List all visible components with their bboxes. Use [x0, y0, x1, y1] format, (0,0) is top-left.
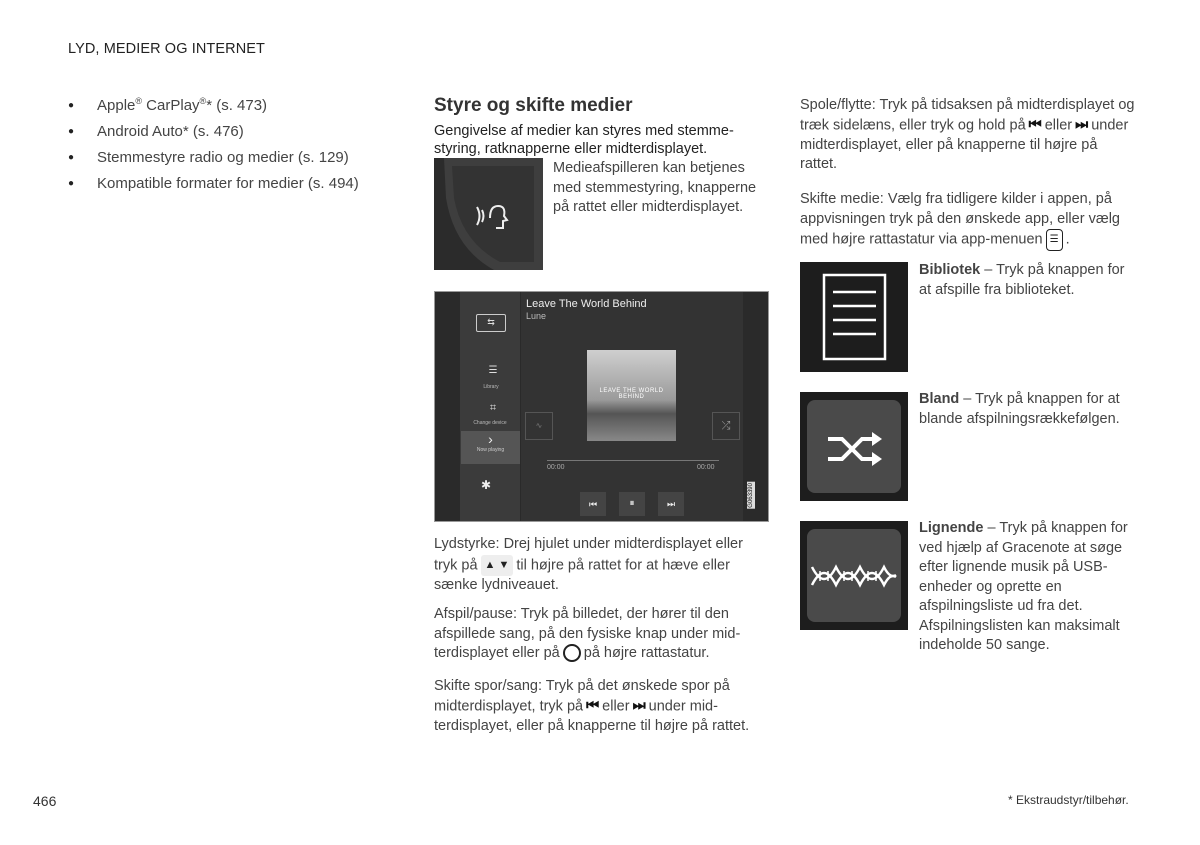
time-elapsed: 00:00	[547, 464, 565, 471]
volume-up-down-icon: ▲ ▼	[481, 555, 514, 577]
intro-text: Gengivelse af medier kan styres med stemme-styring, ratknapperne eller midterdisplayet.	[434, 123, 734, 157]
bluetooth-icon[interactable]: ✱	[481, 478, 492, 492]
library-icon[interactable]: ☰	[488, 365, 498, 376]
shuffle-description: Bland – Tryk på knappen for at blande afspilningsrækkefølgen.	[919, 391, 1120, 427]
library-button-image	[800, 262, 908, 372]
library-icon	[800, 262, 908, 372]
media-player-screenshot	[434, 291, 769, 522]
album-art[interactable]: LEAVE THE WORLD BEHIND	[587, 350, 676, 441]
volume-paragraph: Lydstyrke: Drej hjulet under midterdisplayet eller tryk på ▲ ▼ til højre på rattet for at hæve eller sænke lydniveauet.	[434, 536, 743, 593]
track-title: Leave The World Behind	[526, 298, 647, 310]
list-item[interactable]: ● Stemmestyre radio og medier (s. 129)	[68, 148, 359, 174]
now-playing-tab[interactable]: › Now playing	[461, 431, 520, 464]
voice-description: Medieafspilleren kan betjenes med stemmestyring, knapperne på rattet eller midterdisplayet.	[553, 160, 757, 215]
page-number: 466	[33, 793, 57, 809]
dna-icon	[800, 521, 908, 630]
figure-code: G063390	[748, 483, 754, 508]
app-menu-icon: ☰	[1046, 229, 1063, 251]
next-button[interactable]: ⏭	[658, 492, 684, 516]
circle-button-icon	[563, 644, 581, 662]
section-header: LYD, MEDIER OG INTERNET	[68, 41, 265, 57]
shuffle-icon	[800, 392, 908, 501]
change-media-paragraph: Skifte medie: Vælg fra tidligere kilder i appen, på appvisningen tryk på den ønskede app, eller vælg med højre rattastatur via app-menuen ☰ .	[800, 190, 1135, 251]
spool-paragraph: Spole/flytte: Tryk på tidsaksen på midterdisplayet og træk sidelæns, eller tryk og hold på ⏮ eller ⏭ under midterdisplayet, eller på knapperne til højre på rattet.	[800, 97, 1135, 173]
list-item[interactable]: ● Android Auto* (s. 476)	[68, 122, 359, 148]
list-item[interactable]: ● Apple® CarPlay®* (s. 473)	[68, 96, 359, 122]
similar-button-image	[800, 521, 908, 630]
play-pause-paragraph: Afspil/pause: Tryk på billedet, der hører til den afspillede sang, på den fysiske knap under mid-terdisplayet eller på på højre rattastatur.	[434, 606, 741, 661]
pause-button[interactable]: ⏸	[619, 492, 645, 516]
section-title: Styre og skifte medier	[434, 95, 633, 116]
previous-button[interactable]: ⏮	[580, 492, 606, 516]
progress-bar[interactable]	[547, 460, 719, 461]
track-artist: Lune	[526, 311, 547, 321]
similar-description: Lignende – Tryk på knappen for ved hjælp af Gracenote at søge efter lignende musik på USB-enheder og oprette en afspilningsliste ud fra det. Afspilningslisten kan maksimalt indeholde 50 sange.	[919, 520, 1128, 653]
shuffle-button-image	[800, 392, 908, 501]
prev-album-button[interactable]: ∿	[525, 412, 553, 440]
library-label: Library	[483, 384, 499, 390]
shuffle-button[interactable]: ⤮	[712, 412, 740, 440]
skip-back-icon: ⏮	[1028, 116, 1042, 133]
footnote: * Ekstraudstyr/tilbehør.	[1008, 793, 1129, 807]
skip-back-icon: ⏮	[586, 697, 600, 714]
time-total: 00:00	[697, 464, 715, 471]
change-device-label: Change device	[473, 420, 507, 426]
list-item[interactable]: ● Kompatible formater for medier (s. 494)	[68, 174, 359, 200]
change-device-icon[interactable]: ⌗	[489, 402, 497, 414]
skip-forward-icon: ⏭	[632, 697, 646, 714]
skip-track-paragraph: Skifte spor/sang: Tryk på det ønskede spor på midterdisplayet, tryk på ⏮ eller ⏭ under mid-terdisplayet, eller på knapperne til højre på rattet.	[434, 678, 750, 734]
skip-forward-icon: ⏭	[1075, 116, 1089, 133]
voice-button-image	[434, 158, 543, 270]
library-description: Bibliotek – Tryk på knappen for at afspille fra biblioteket.	[919, 262, 1125, 298]
usb-icon[interactable]: ⇆	[476, 314, 506, 332]
related-links-list	[68, 96, 359, 200]
